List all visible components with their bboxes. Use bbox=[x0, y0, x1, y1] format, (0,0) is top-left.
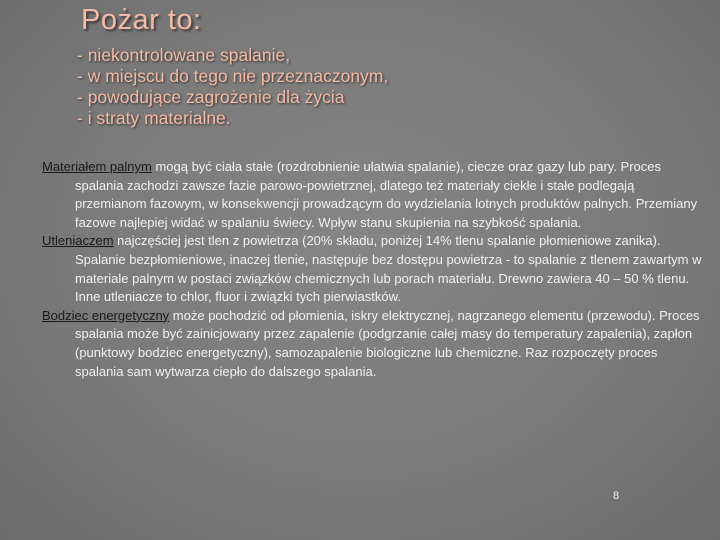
paragraph-oxidizer-text: najczęściej jest tlen z powietrza (20% składu, poniżej 14% tlenu spalanie płomieniowe zanika). Spalanie bezpłomieniowe, inaczej tlenie, następuje bez dostępu powietrza - to spalanie z tlenem zawartym w materiale palnym w postaci związków chemicznych lub porach materiału. Drewno zawiera 40 – 50 % tlenu. Inne utleniacze to chlor, fluor i związki tych pierwiastków. bbox=[75, 233, 702, 305]
definition-list bbox=[77, 45, 388, 129]
term-ignition: Bodziec energetyczny bbox=[42, 307, 170, 323]
paragraph-fuel bbox=[42, 158, 702, 232]
page-number: 8 bbox=[613, 490, 620, 502]
slide-body bbox=[42, 158, 702, 381]
paragraph-oxidizer bbox=[42, 232, 702, 306]
paragraph-ignition-text: może pochodzić od płomienia, iskry elektrycznej, nagrzanego elementu (przewodu). Proces spalania może być zainicjowany przez zapalenie (podgrzanie całej masy do temperatury zapalenia), zapłon (punktowy bodziec energetyczny), samozapalenie biologiczne lub chemiczne. Raz rozpoczęty proces spalania sam wytwarza ciepło do dalszego spalania. bbox=[75, 307, 700, 379]
term-fuel: Materiałem palnym bbox=[42, 159, 152, 174]
definition-item: - w miejscu do tego nie przeznaczonym, bbox=[77, 66, 389, 86]
definition-item: - niekontrolowane spalanie, bbox=[77, 45, 291, 65]
definition-item: - i straty materialne. bbox=[77, 108, 231, 128]
paragraph-fuel-text: mogą być ciała stałe (rozdrobnienie ułatwia spalanie), ciecze oraz gazy lub pary. Proces spalania zachodzi zawsze fazie parowo-powietrznej, dlatego też materiały ciekłe i stałe podlegają przemianom fazowym, w konsekwencji prowadzącym do wydzielania lotnych produktów palnych. Przemiany fazowe najlepiej widać w spalaniu świecy. Wpływ stanu skupienia na szybkość spalania. bbox=[75, 159, 698, 230]
definition-item: - powodujące zagrożenie dla życia bbox=[77, 87, 345, 107]
slide-title: Pożar to: bbox=[81, 4, 202, 36]
term-oxidizer: Utleniaczem bbox=[42, 233, 114, 249]
paragraph-ignition bbox=[42, 307, 702, 381]
